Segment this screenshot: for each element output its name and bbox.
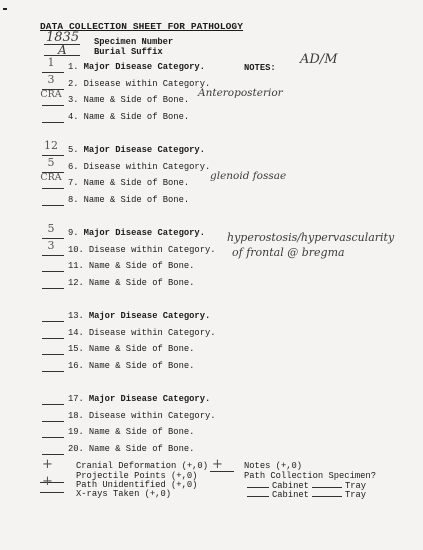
item-label: Major Disease Category.: [88, 311, 211, 321]
item-label: Major Disease Category.: [83, 228, 205, 238]
notes-footer-label: Notes (+,0): [244, 461, 303, 471]
answer-line: [42, 105, 64, 106]
item-label: Name & Side of Bone.: [88, 278, 195, 289]
item-label: Disease within Category.: [88, 410, 216, 421]
answer-line: [42, 421, 64, 422]
item-number: 6.: [68, 161, 79, 172]
answer-line: [42, 188, 64, 189]
item-row: [68, 195, 189, 205]
answer-line: [42, 371, 64, 372]
answer-line: [42, 271, 64, 272]
sheet-title: DATA COLLECTION SHEET FOR PATHOLOGY: [40, 21, 244, 32]
item-row: [68, 394, 210, 404]
handwritten-note: glenoid fossae: [210, 170, 287, 183]
handwritten-note: hyperostosis/hypervascularity: [227, 230, 395, 244]
item-answer: 3: [47, 238, 55, 252]
item-number: 1.: [68, 62, 79, 72]
notes-mark: +: [212, 457, 223, 472]
item-number: 12.: [68, 278, 84, 289]
item-number: 11.: [68, 261, 84, 272]
notes-label: NOTES:: [244, 63, 276, 73]
item-row: [68, 62, 205, 72]
item-row: [68, 278, 194, 288]
cabinet-row-1: Cabinet Tray: [244, 480, 366, 491]
item-row: [68, 427, 194, 437]
item-label: Name & Side of Bone.: [88, 444, 195, 455]
item-answer: 12: [44, 139, 58, 152]
item-number: 5.: [68, 145, 79, 155]
item-label: Name & Side of Bone.: [83, 112, 190, 123]
item-number: 10.: [68, 244, 84, 255]
item-row: [68, 145, 205, 155]
item-number: 9.: [68, 228, 79, 238]
handwritten-note: of frontal @ bregma: [232, 245, 345, 259]
cranial-deformation-mark: +: [42, 457, 53, 472]
path-unidentified-label: Path Unidentified (+,0): [76, 480, 198, 490]
item-number: 18.: [68, 410, 84, 421]
item-label: Name & Side of Bone.: [83, 195, 190, 206]
item-label: Major Disease Category.: [83, 62, 205, 72]
item-row: [68, 328, 216, 338]
answer-line: [42, 288, 64, 289]
notes-line: [210, 471, 234, 472]
item-number: 15.: [68, 344, 84, 355]
item-row: [68, 311, 210, 321]
xrays-taken-label: X-rays Taken (+,0): [76, 489, 172, 499]
item-label: Disease within Category.: [88, 327, 216, 338]
item-answer: CRA: [40, 172, 62, 184]
item-row: [68, 95, 189, 105]
answer-line: [42, 354, 64, 355]
item-label: Name & Side of Bone.: [88, 427, 195, 438]
item-answer: 5: [47, 155, 55, 169]
item-answer: 5: [47, 222, 55, 235]
item-row: [68, 444, 194, 454]
item-number: 8.: [68, 195, 79, 206]
path-collection-label: Path Collection Specimen?: [244, 471, 376, 481]
item-number: 7.: [68, 178, 79, 189]
item-number: 13.: [68, 311, 84, 321]
item-label: Name & Side of Bone.: [83, 95, 190, 106]
item-number: 4.: [68, 112, 79, 123]
answer-line: [42, 404, 64, 405]
specimen-number-value: 1835: [46, 30, 80, 45]
item-row: [68, 361, 194, 371]
handwritten-note: Anteroposterior: [198, 87, 283, 100]
item-number: 20.: [68, 444, 84, 455]
burial-suffix-value: A: [58, 43, 67, 57]
item-number: 17.: [68, 394, 84, 404]
answer-line: [42, 205, 64, 206]
burial-suffix-label: Burial Suffix: [94, 47, 163, 57]
item-row: [68, 245, 216, 255]
item-row: [68, 344, 194, 354]
path-unidentified-mark: +: [42, 474, 53, 489]
item-answer: CRA: [40, 89, 62, 101]
answer-line: [42, 454, 64, 455]
item-label: Disease within Category.: [83, 161, 211, 172]
item-answer: 1: [47, 56, 55, 69]
item-label: Disease within Category.: [88, 244, 216, 255]
item-row: [68, 178, 189, 188]
item-number: 19.: [68, 427, 84, 438]
item-row: [68, 411, 216, 421]
item-number: 14.: [68, 327, 84, 338]
item-number: 2.: [68, 78, 79, 89]
item-label: Major Disease Category.: [83, 145, 205, 155]
item-label: Disease within Category.: [83, 78, 211, 89]
answer-line: [42, 255, 64, 256]
answer-line: [42, 437, 64, 438]
cranial-deformation-label: Cranial Deformation (+,0): [76, 461, 208, 471]
item-label: Name & Side of Bone.: [83, 178, 190, 189]
specimen-number-label: Specimen Number: [94, 37, 174, 47]
answer-line: [42, 338, 64, 339]
item-label: Name & Side of Bone.: [88, 261, 195, 272]
xrays-taken-line: [40, 492, 64, 493]
answer-line: [42, 122, 64, 123]
item-row: [68, 162, 210, 172]
item-row: [68, 79, 210, 89]
cabinet-row-2: Cabinet Tray: [244, 489, 366, 500]
notes-value: AD/M: [300, 52, 338, 67]
item-row: [68, 261, 194, 271]
item-answer: 3: [47, 72, 55, 86]
item-number: 3.: [68, 95, 79, 106]
item-label: Major Disease Category.: [88, 394, 211, 404]
item-row: [68, 112, 189, 122]
projectile-points-label: Projectile Points (+,0): [76, 471, 198, 481]
answer-line: [42, 321, 64, 322]
item-label: Name & Side of Bone.: [88, 344, 195, 355]
item-label: Name & Side of Bone.: [88, 361, 195, 372]
scan-mark: [3, 8, 7, 10]
item-row: [68, 228, 205, 238]
item-number: 16.: [68, 361, 84, 372]
